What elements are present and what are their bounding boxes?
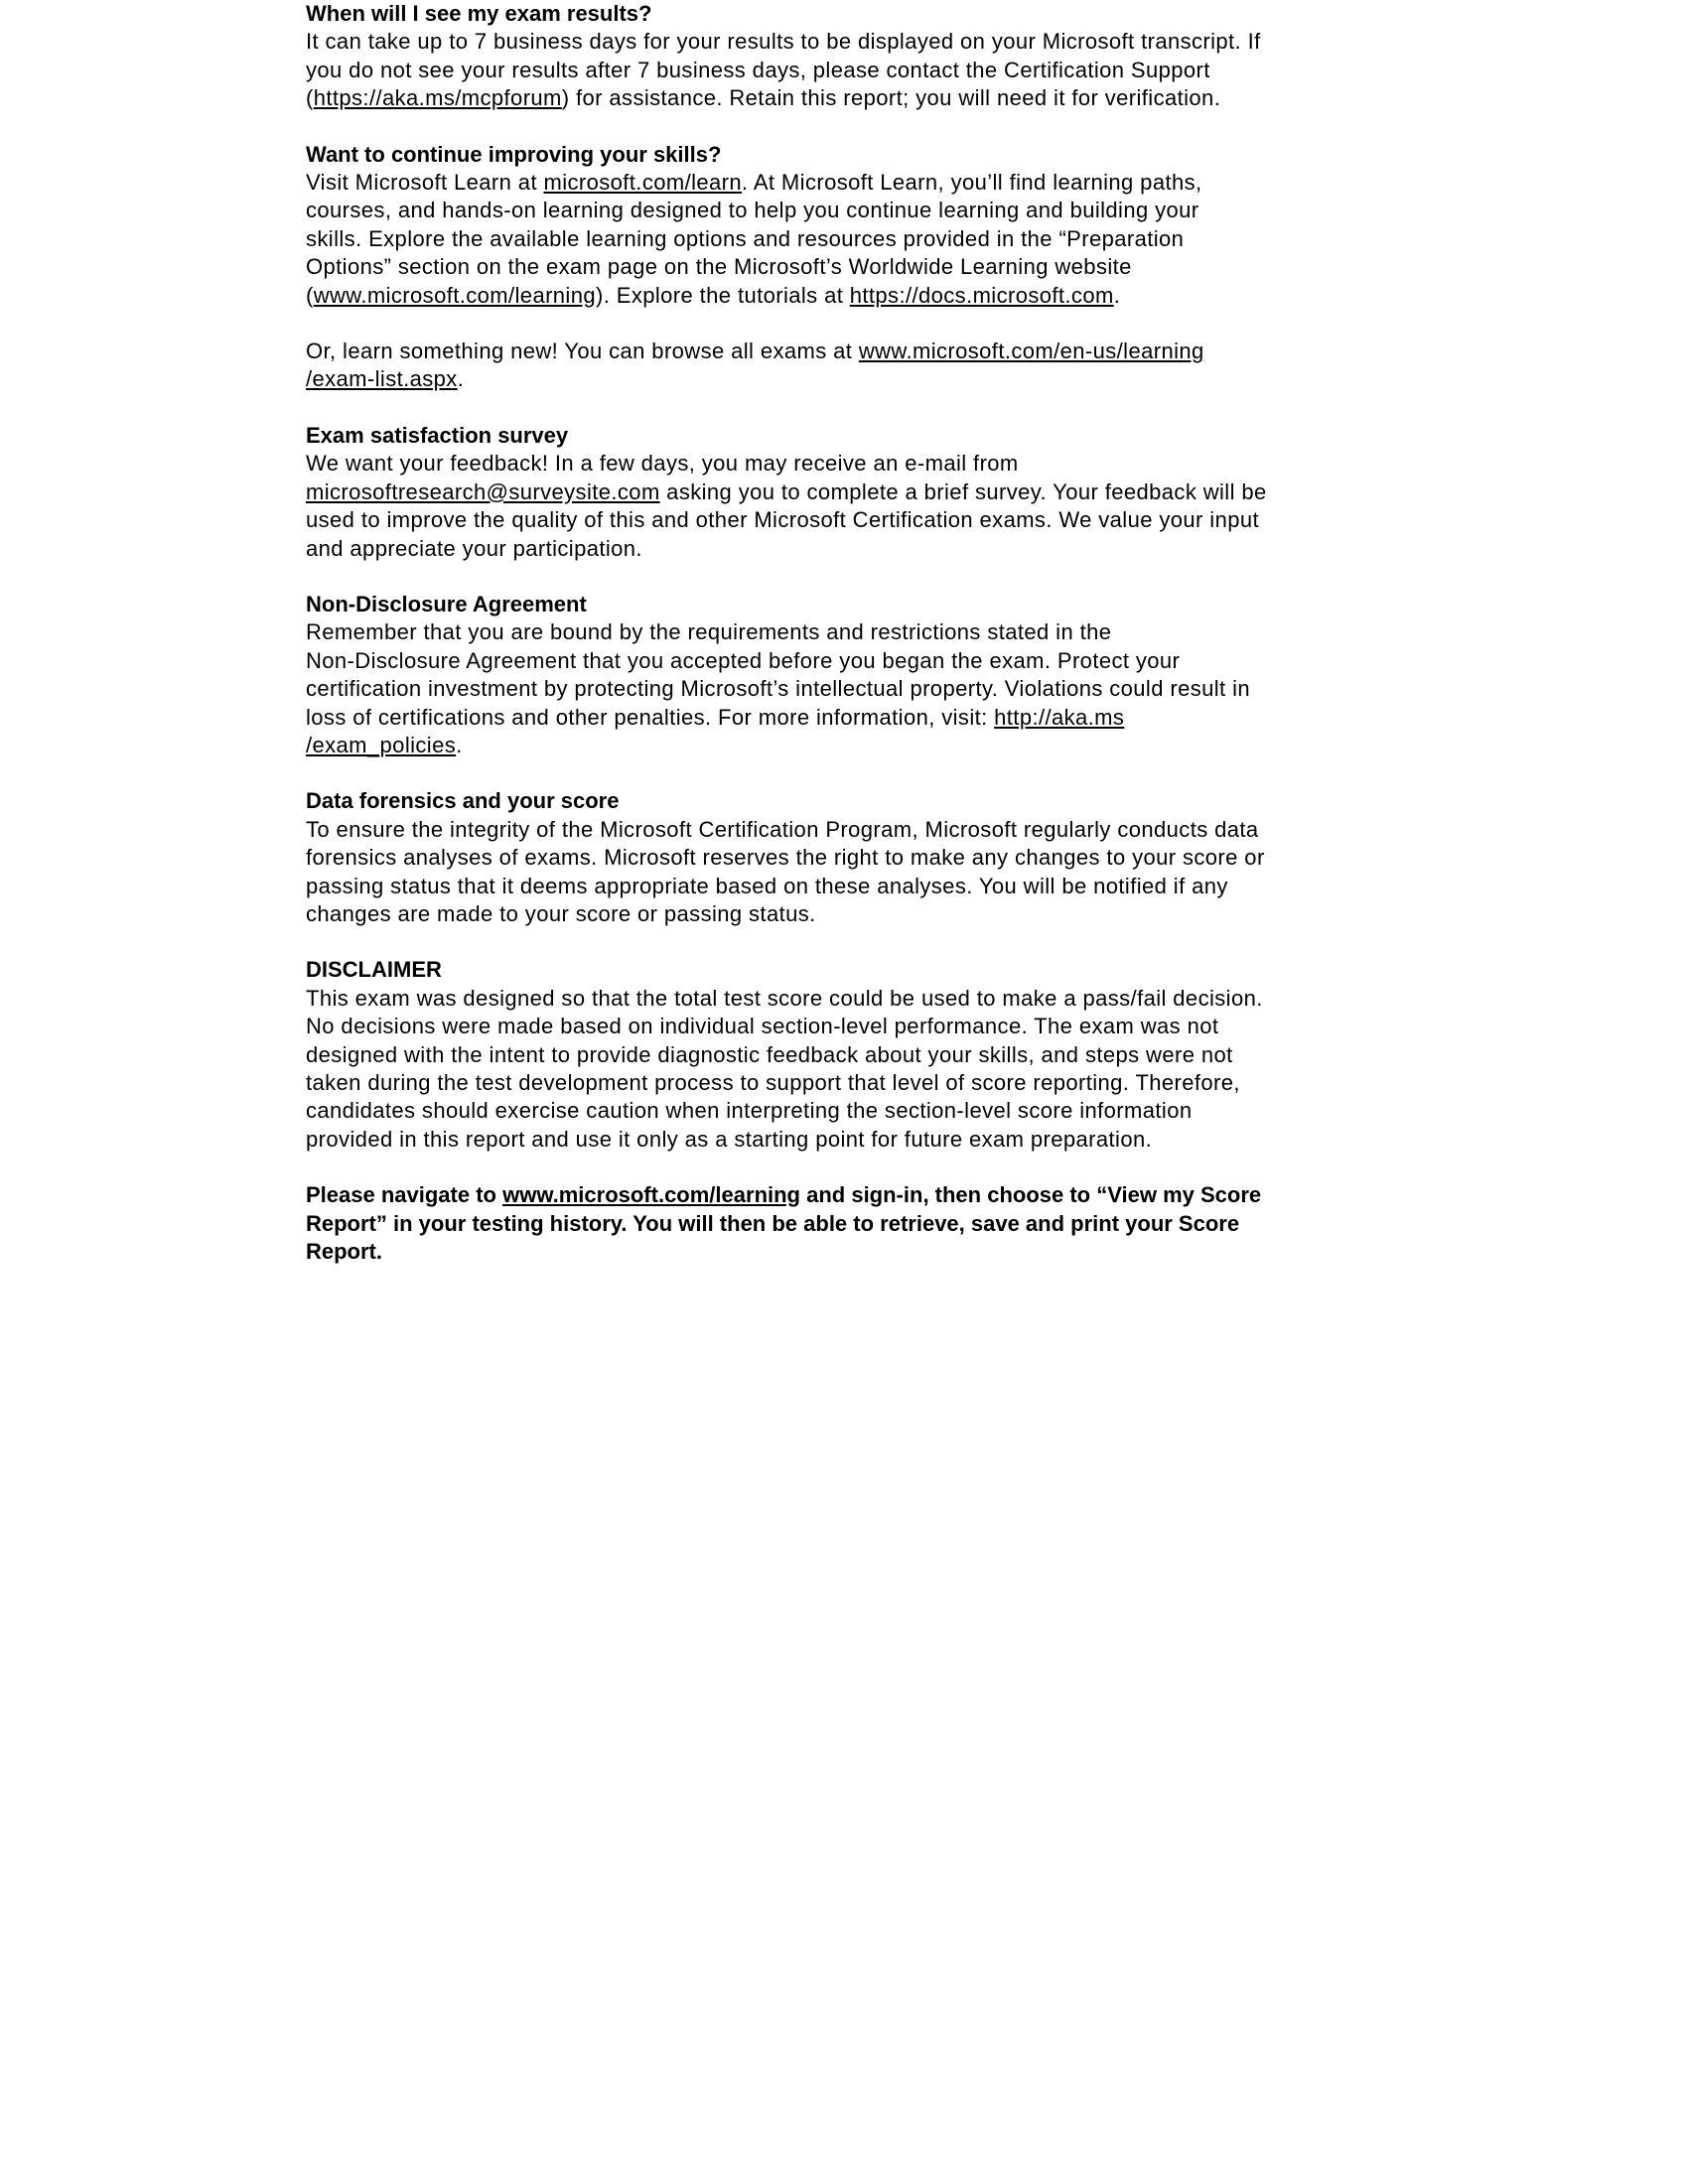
paragraph-line: used to improve the quality of this and other Microsoft Certification exams. We value your input [306,507,1259,533]
section-nda [306,591,1398,759]
document-page [306,0,1398,1294]
paragraph-line: To ensure the integrity of the Microsoft Certification Program, Microsoft regularly conducts data [306,816,1259,842]
paragraph-line: certification investment by protecting Microsoft’s intellectual property. Violations could result in [306,676,1250,702]
section-heading: DISCLAIMER [306,957,442,983]
paragraph-line: Remember that you are bound by the requirements and restrictions stated in the [306,619,1112,645]
paragraph-line: skills. Explore the available learning options and resources provided in the “Preparation [306,225,1185,251]
paragraph-line: candidates should exercise caution when interpreting the section-level score information [306,1098,1193,1124]
paragraph-line: microsoftresearch@surveysite.com asking you to complete a brief survey. Your feedback will be [306,478,1267,504]
paragraph-line: /exam-list.aspx. [306,366,465,392]
section-heading: When will I see my exam results? [306,1,652,26]
paragraph-line: No decisions were made based on individual section-level performance. The exam was not [306,1014,1219,1039]
paragraph-line: It can take up to 7 business days for your results to be displayed on your Microsoft transcript. If [306,29,1261,55]
microsoft-learning-link[interactable]: www.microsoft.com/learning [313,282,596,308]
section-disclaimer [306,956,1398,1154]
paragraph-line: loss of certifications and other penalties. For more information, visit: http://aka.ms [306,704,1125,730]
section-survey [306,422,1398,563]
docs-microsoft-link[interactable]: https://docs.microsoft.com [849,282,1114,308]
paragraph-line: Please navigate to www.microsoft.com/learning and sign-in, then choose to “View my Score [306,1182,1262,1208]
survey-email-link[interactable]: microsoftresearch@surveysite.com [306,478,660,504]
paragraph-line: Options” section on the exam page on the Microsoft’s Worldwide Learning website [306,254,1132,280]
microsoft-learning-signin-link[interactable]: www.microsoft.com/learning [502,1182,800,1208]
paragraph-line: Visit Microsoft Learn at microsoft.com/learn. At Microsoft Learn, you’ll find learning paths, [306,170,1202,196]
section-heading: Data forensics and your score [306,788,620,814]
section-heading: Exam satisfaction survey [306,422,569,448]
section-heading: Non-Disclosure Agreement [306,591,587,616]
paragraph-line: (https://aka.ms/mcpforum) for assistance. Retain this report; you will need it for verification. [306,85,1221,111]
paragraph-line: and appreciate your participation. [306,535,642,561]
paragraph-line: forensics analyses of exams. Microsoft reserves the right to make any changes to your score or [306,845,1265,871]
paragraph-line: We want your feedback! In a few days, you may receive an e-mail from [306,451,1019,477]
paragraph-line: provided in this report and use it only as a starting point for future exam preparation. [306,1126,1153,1152]
paragraph-line: designed with the intent to provide diagnostic feedback about your skills, and steps were not [306,1041,1233,1067]
exam-list-link[interactable]: www.microsoft.com/en-us/learning [858,339,1204,364]
paragraph-line: This exam was designed so that the total test score could be used to make a pass/fail decision. [306,985,1263,1011]
paragraph-line: courses, and hands-on learning designed to help you continue learning and building your [306,198,1199,223]
mcpforum-link[interactable]: https://aka.ms/mcpforum [313,85,562,111]
section-exam-results [306,0,1398,113]
paragraph-line: /exam_policies. [306,732,463,757]
paragraph-line: Report. [306,1239,382,1265]
paragraph-line: Non-Disclosure Agreement that you accepted before you began the exam. Protect your [306,647,1181,673]
microsoft-learn-link[interactable]: microsoft.com/learn [543,170,743,196]
paragraph-line: you do not see your results after 7 business days, please contact the Certification Support [306,57,1210,82]
section-heading: Want to continue improving your skills? [306,141,722,167]
paragraph-line: (www.microsoft.com/learning). Explore the tutorials at https://docs.microsoft.com. [306,282,1121,308]
paragraph-line: Report” in your testing history. You will then be able to retrieve, save and print your Score [306,1210,1240,1236]
section-improve-skills [306,141,1398,310]
paragraph-line: Or, learn something new! You can browse all exams at www.microsoft.com/en-us/learning [306,339,1204,364]
exam-policies-link-continued[interactable]: /exam_policies [306,732,457,757]
section-data-forensics [306,787,1398,928]
exam-policies-link[interactable]: http://aka.ms [994,704,1125,730]
paragraph-line: changes are made to your score or passing status. [306,900,816,926]
exam-list-link-continued[interactable]: /exam-list.aspx [306,366,458,392]
section-final-note [306,1181,1398,1266]
paragraph-line: taken during the test development process to support that level of score reporting. Therefore, [306,1070,1240,1095]
paragraph-line: passing status that it deems appropriate based on these analyses. You will be notified if any [306,873,1228,898]
section-learn-new [306,338,1398,394]
